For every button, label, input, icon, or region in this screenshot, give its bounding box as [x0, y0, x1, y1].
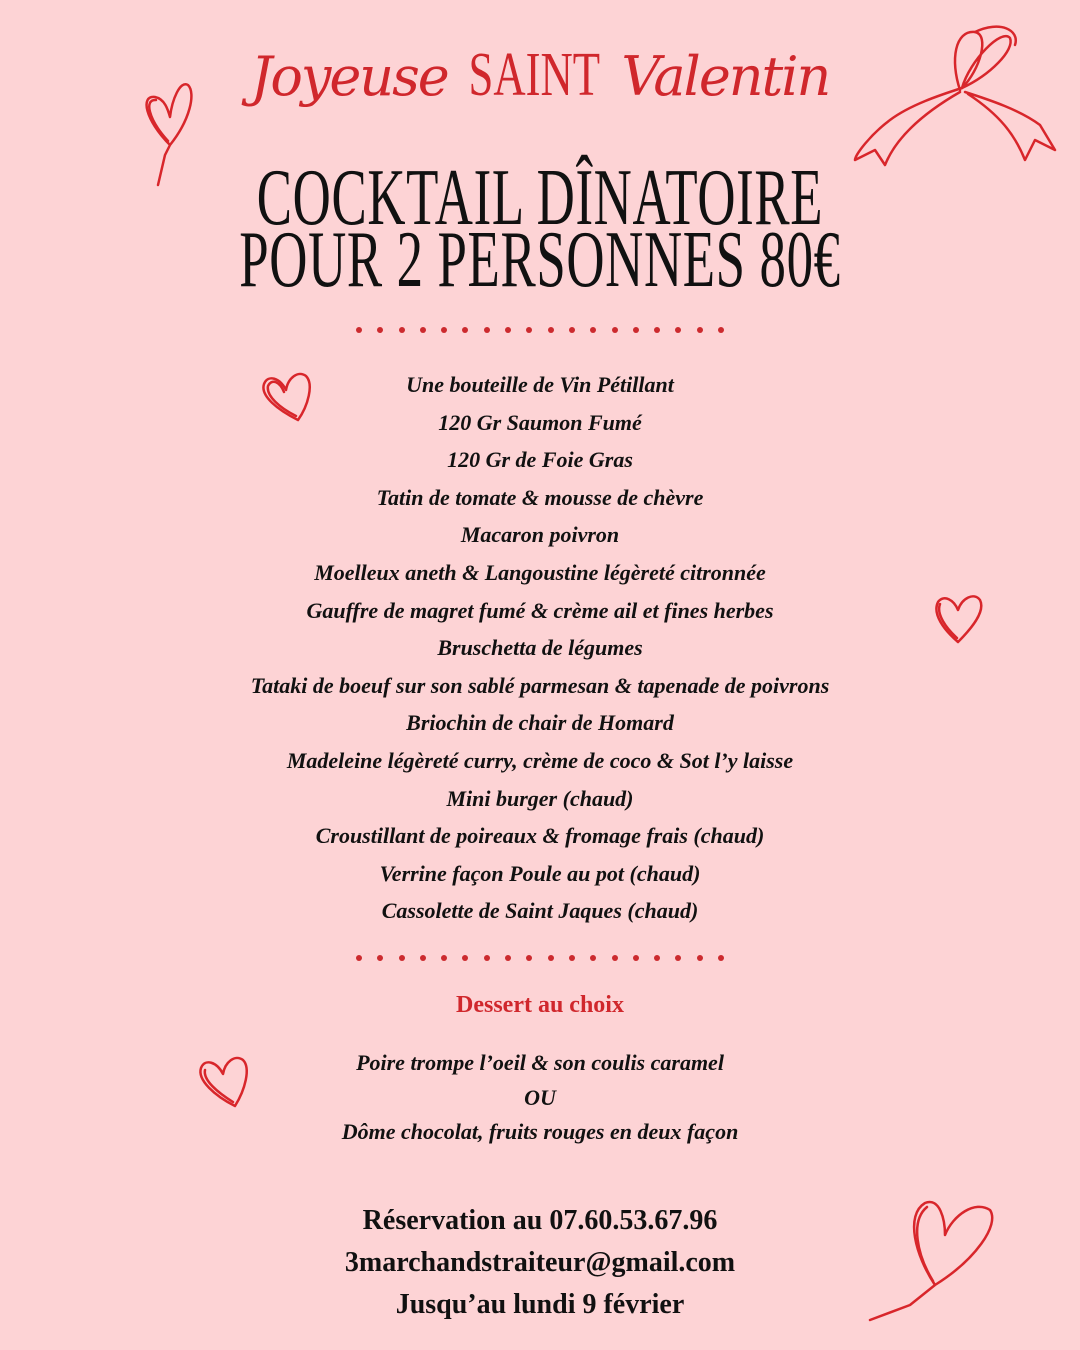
menu-item: Moelleux aneth & Langoustine légèreté citronnée — [314, 559, 766, 585]
greeting-saint: SAINT — [468, 41, 601, 109]
heart-icon — [140, 75, 200, 190]
dessert-option: Dôme chocolat, fruits rouges en deux façon — [341, 1119, 739, 1144]
ribbon-bow-icon — [850, 20, 1065, 175]
divider-dot — [356, 327, 362, 333]
divider-dot — [484, 955, 490, 961]
dessert-options — [0, 1046, 1080, 1150]
dessert-title: Dessert au choix — [456, 992, 624, 1018]
deadline: Jusqu’au lundi 9 février — [395, 1289, 685, 1320]
divider-dot — [441, 327, 447, 333]
divider-dot — [718, 327, 724, 333]
divider-dot — [590, 327, 596, 333]
menu-item: 120 Gr de Foie Gras — [447, 447, 633, 473]
divider-dot — [399, 955, 405, 961]
menu-item: Cassolette de Saint Jaques (chaud) — [381, 898, 699, 924]
dessert-or: OU — [524, 1084, 556, 1110]
menu-item: Une bouteille de Vin Pétillant — [406, 372, 674, 397]
divider-dot — [633, 955, 639, 961]
menu-item: Madeleine légèreté curry, crème de coco & Sot l’y laisse — [286, 747, 794, 773]
divider-dot — [654, 327, 660, 333]
divider-dot — [377, 327, 383, 333]
divider-dot — [569, 327, 575, 333]
menu-item: Macaron poivron — [460, 522, 620, 548]
dotted-divider-bottom — [0, 955, 1080, 961]
divider-dot — [420, 327, 426, 333]
headline-line-2: POUR 2 PERSONNES 80€ — [239, 216, 841, 304]
heart-icon — [930, 590, 986, 648]
menu-item: Verrine façon Poule au pot (chaud) — [379, 860, 701, 886]
heart-icon — [865, 1195, 1000, 1325]
divider-dot — [462, 955, 468, 961]
dessert-option: Poire trompe l’oeil & son coulis caramel — [356, 1050, 724, 1075]
menu-item: Briochin de chair de Homard — [406, 710, 674, 736]
greeting-joyeuse: Joyeuse — [250, 45, 448, 108]
menu-item: 120 Gr Saumon Fumé — [438, 409, 642, 435]
menu-item: Croustillant de poireaux & fromage frais (chaud) — [315, 823, 765, 849]
menu-item: Gauffre de magret fumé & crème ail et fines herbes — [306, 597, 774, 623]
divider-dot — [697, 327, 703, 333]
divider-dot — [420, 955, 426, 961]
divider-dot — [484, 327, 490, 333]
divider-dot — [675, 327, 681, 333]
heart-icon — [258, 368, 314, 426]
menu-item: Bruschetta de légumes — [437, 635, 643, 661]
menu-list — [0, 366, 1080, 930]
divider-dot — [548, 955, 554, 961]
divider-dot — [505, 955, 511, 961]
divider-dot — [697, 955, 703, 961]
dotted-divider-top — [0, 327, 1080, 333]
menu-item: Tataki de boeuf sur son sablé parmesan & tapenade de poivrons — [250, 672, 830, 698]
contact-email: 3marchandstraiteur@gmail.com — [344, 1247, 736, 1278]
menu-item: Mini burger (chaud) — [446, 785, 634, 811]
divider-dot — [633, 327, 639, 333]
divider-dot — [441, 955, 447, 961]
divider-dot — [718, 955, 724, 961]
divider-dot — [505, 327, 511, 333]
divider-dot — [462, 327, 468, 333]
divider-dot — [612, 955, 618, 961]
divider-dot — [675, 955, 681, 961]
divider-dot — [377, 955, 383, 961]
menu-item: Tatin de tomate & mousse de chèvre — [376, 484, 704, 510]
greeting-valentin: Valentin — [621, 45, 830, 108]
divider-dot — [654, 955, 660, 961]
reservation-phone: Réservation au 07.60.53.67.96 — [362, 1205, 718, 1236]
divider-dot — [569, 955, 575, 961]
divider-dot — [399, 327, 405, 333]
divider-dot — [526, 327, 532, 333]
divider-dot — [612, 327, 618, 333]
divider-dot — [548, 327, 554, 333]
divider-dot — [590, 955, 596, 961]
headline-line-1: COCKTAIL DÎNATOIRE — [256, 154, 824, 242]
heart-icon — [195, 1052, 251, 1112]
divider-dot — [356, 955, 362, 961]
divider-dot — [526, 955, 532, 961]
